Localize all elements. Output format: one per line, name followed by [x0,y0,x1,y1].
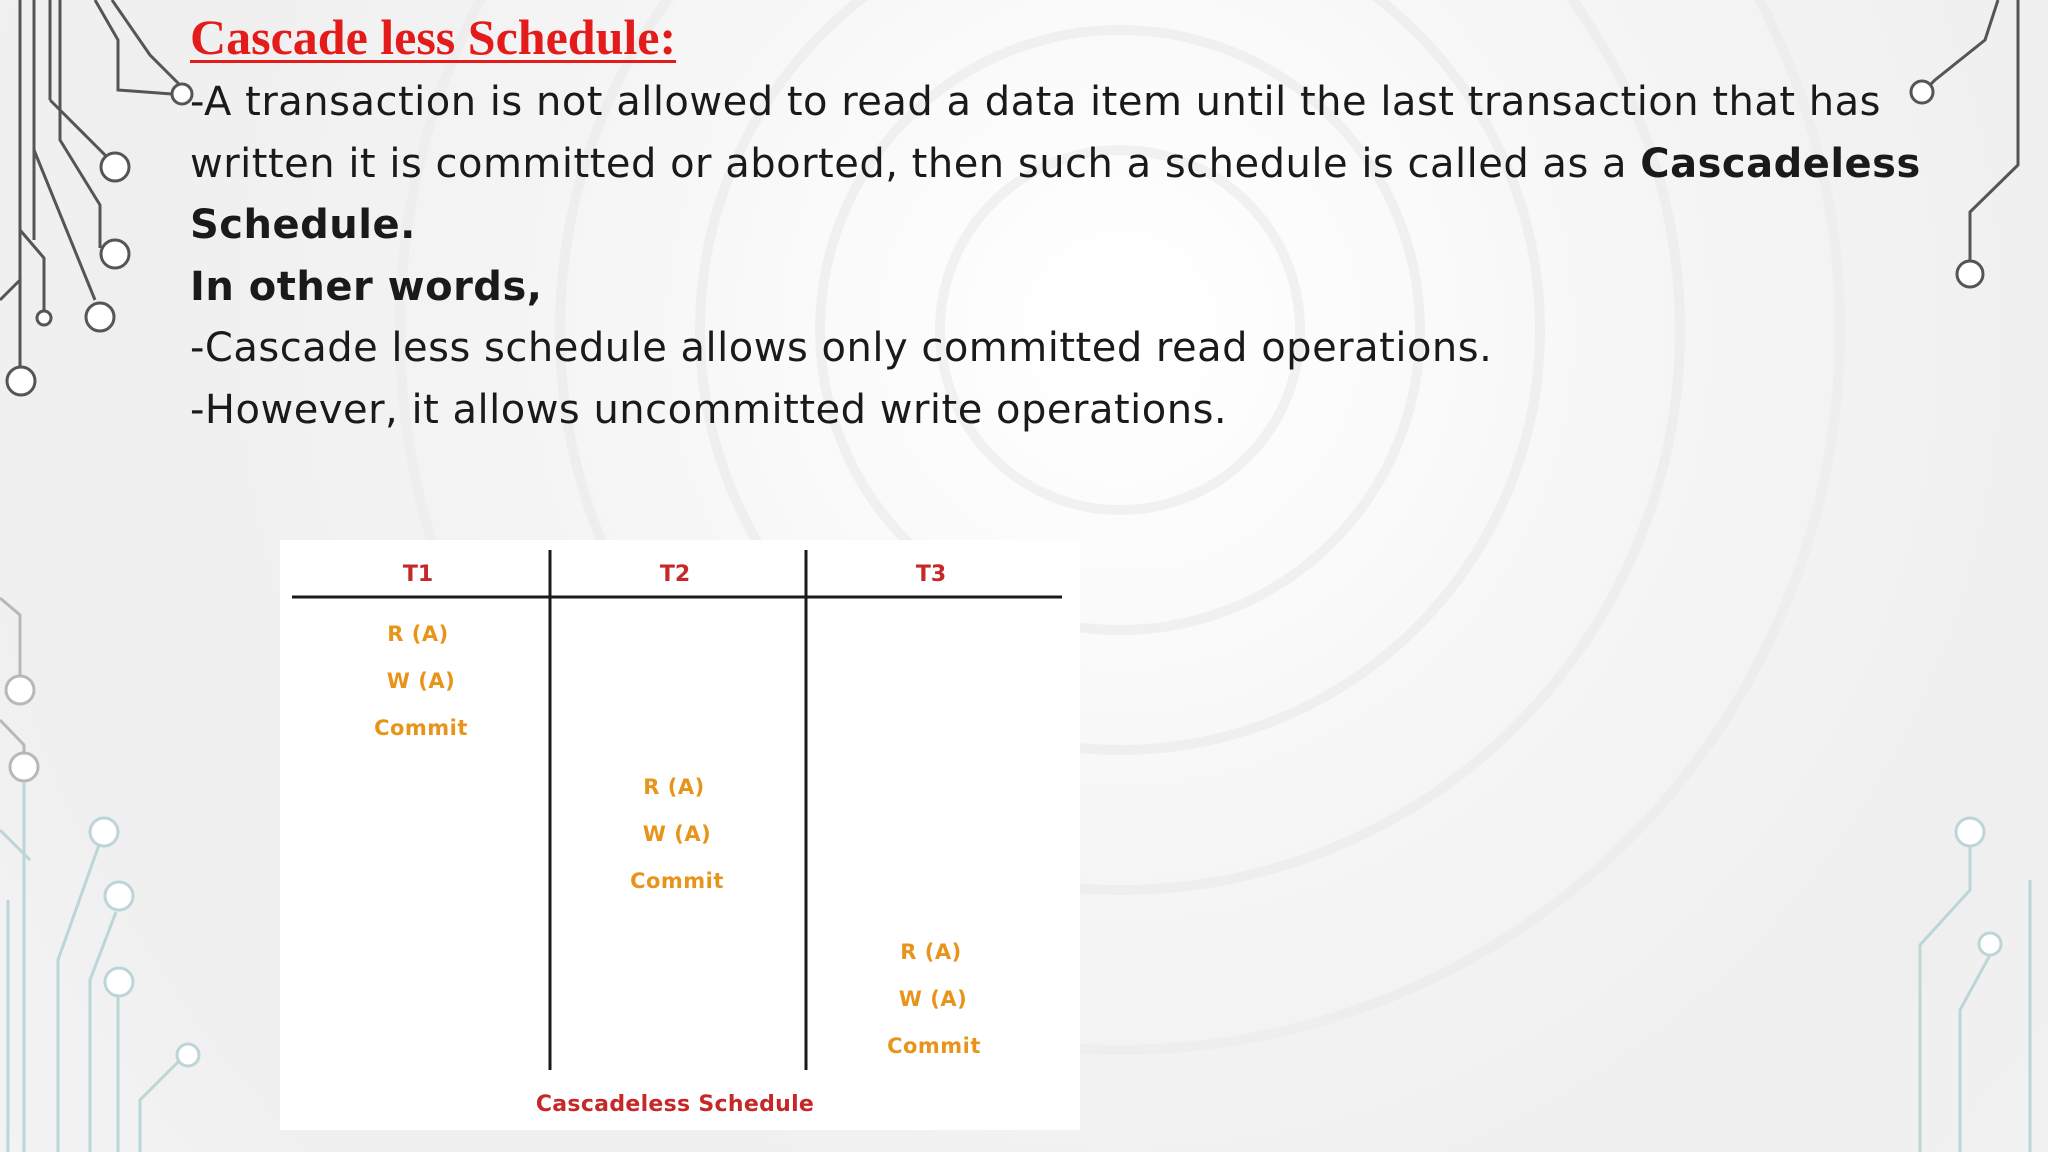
body-line-3 [190,195,1890,257]
in-other-words-heading: In other words, [190,263,543,310]
t1-op-read: R (A) [387,622,449,646]
column-header-t1: T1 [402,562,434,587]
cascadeless-term: Cascadeless [1640,140,1921,187]
body-line-1 [190,72,1890,134]
column-header-t3: T3 [915,562,947,587]
body-line-2-text: written it is committed or aborted, then such a schedule is called as a [190,140,1641,187]
schedule-caption: Cascadeless Schedule [535,1092,815,1117]
body-line-6 [190,380,1890,442]
t2-op-write: W (A) [642,822,712,846]
slide-body [190,72,1921,441]
column-header-t2: T2 [659,562,691,587]
slide-title: Cascade less Schedule: [190,9,677,65]
body-line-2 [190,134,1921,196]
body-line-4 [190,257,1890,319]
body-line-5-text: -Cascade less schedule allows only committed read operations. [190,325,1493,371]
circuit-bottom-right [1920,845,2030,1152]
body-line-1-text: -A transaction is not allowed to read a data item until the last transaction that has [190,79,1881,125]
t3-op-write: W (A) [898,987,968,1011]
t2-op-commit: Commit [630,869,724,893]
circuit-top-right [1925,0,2018,262]
t3-op-read: R (A) [900,940,962,964]
schedule-term: Schedule. [190,202,416,248]
t1-op-commit: Commit [374,716,468,740]
body-line-6-text: -However, it allows uncommitted write operations. [190,386,1228,433]
t2-op-read: R (A) [643,775,705,799]
t3-op-commit: Commit [887,1034,981,1058]
body-line-5 [190,318,1890,380]
t1-op-write: W (A) [386,669,456,693]
schedule-diagram [280,540,1080,1130]
